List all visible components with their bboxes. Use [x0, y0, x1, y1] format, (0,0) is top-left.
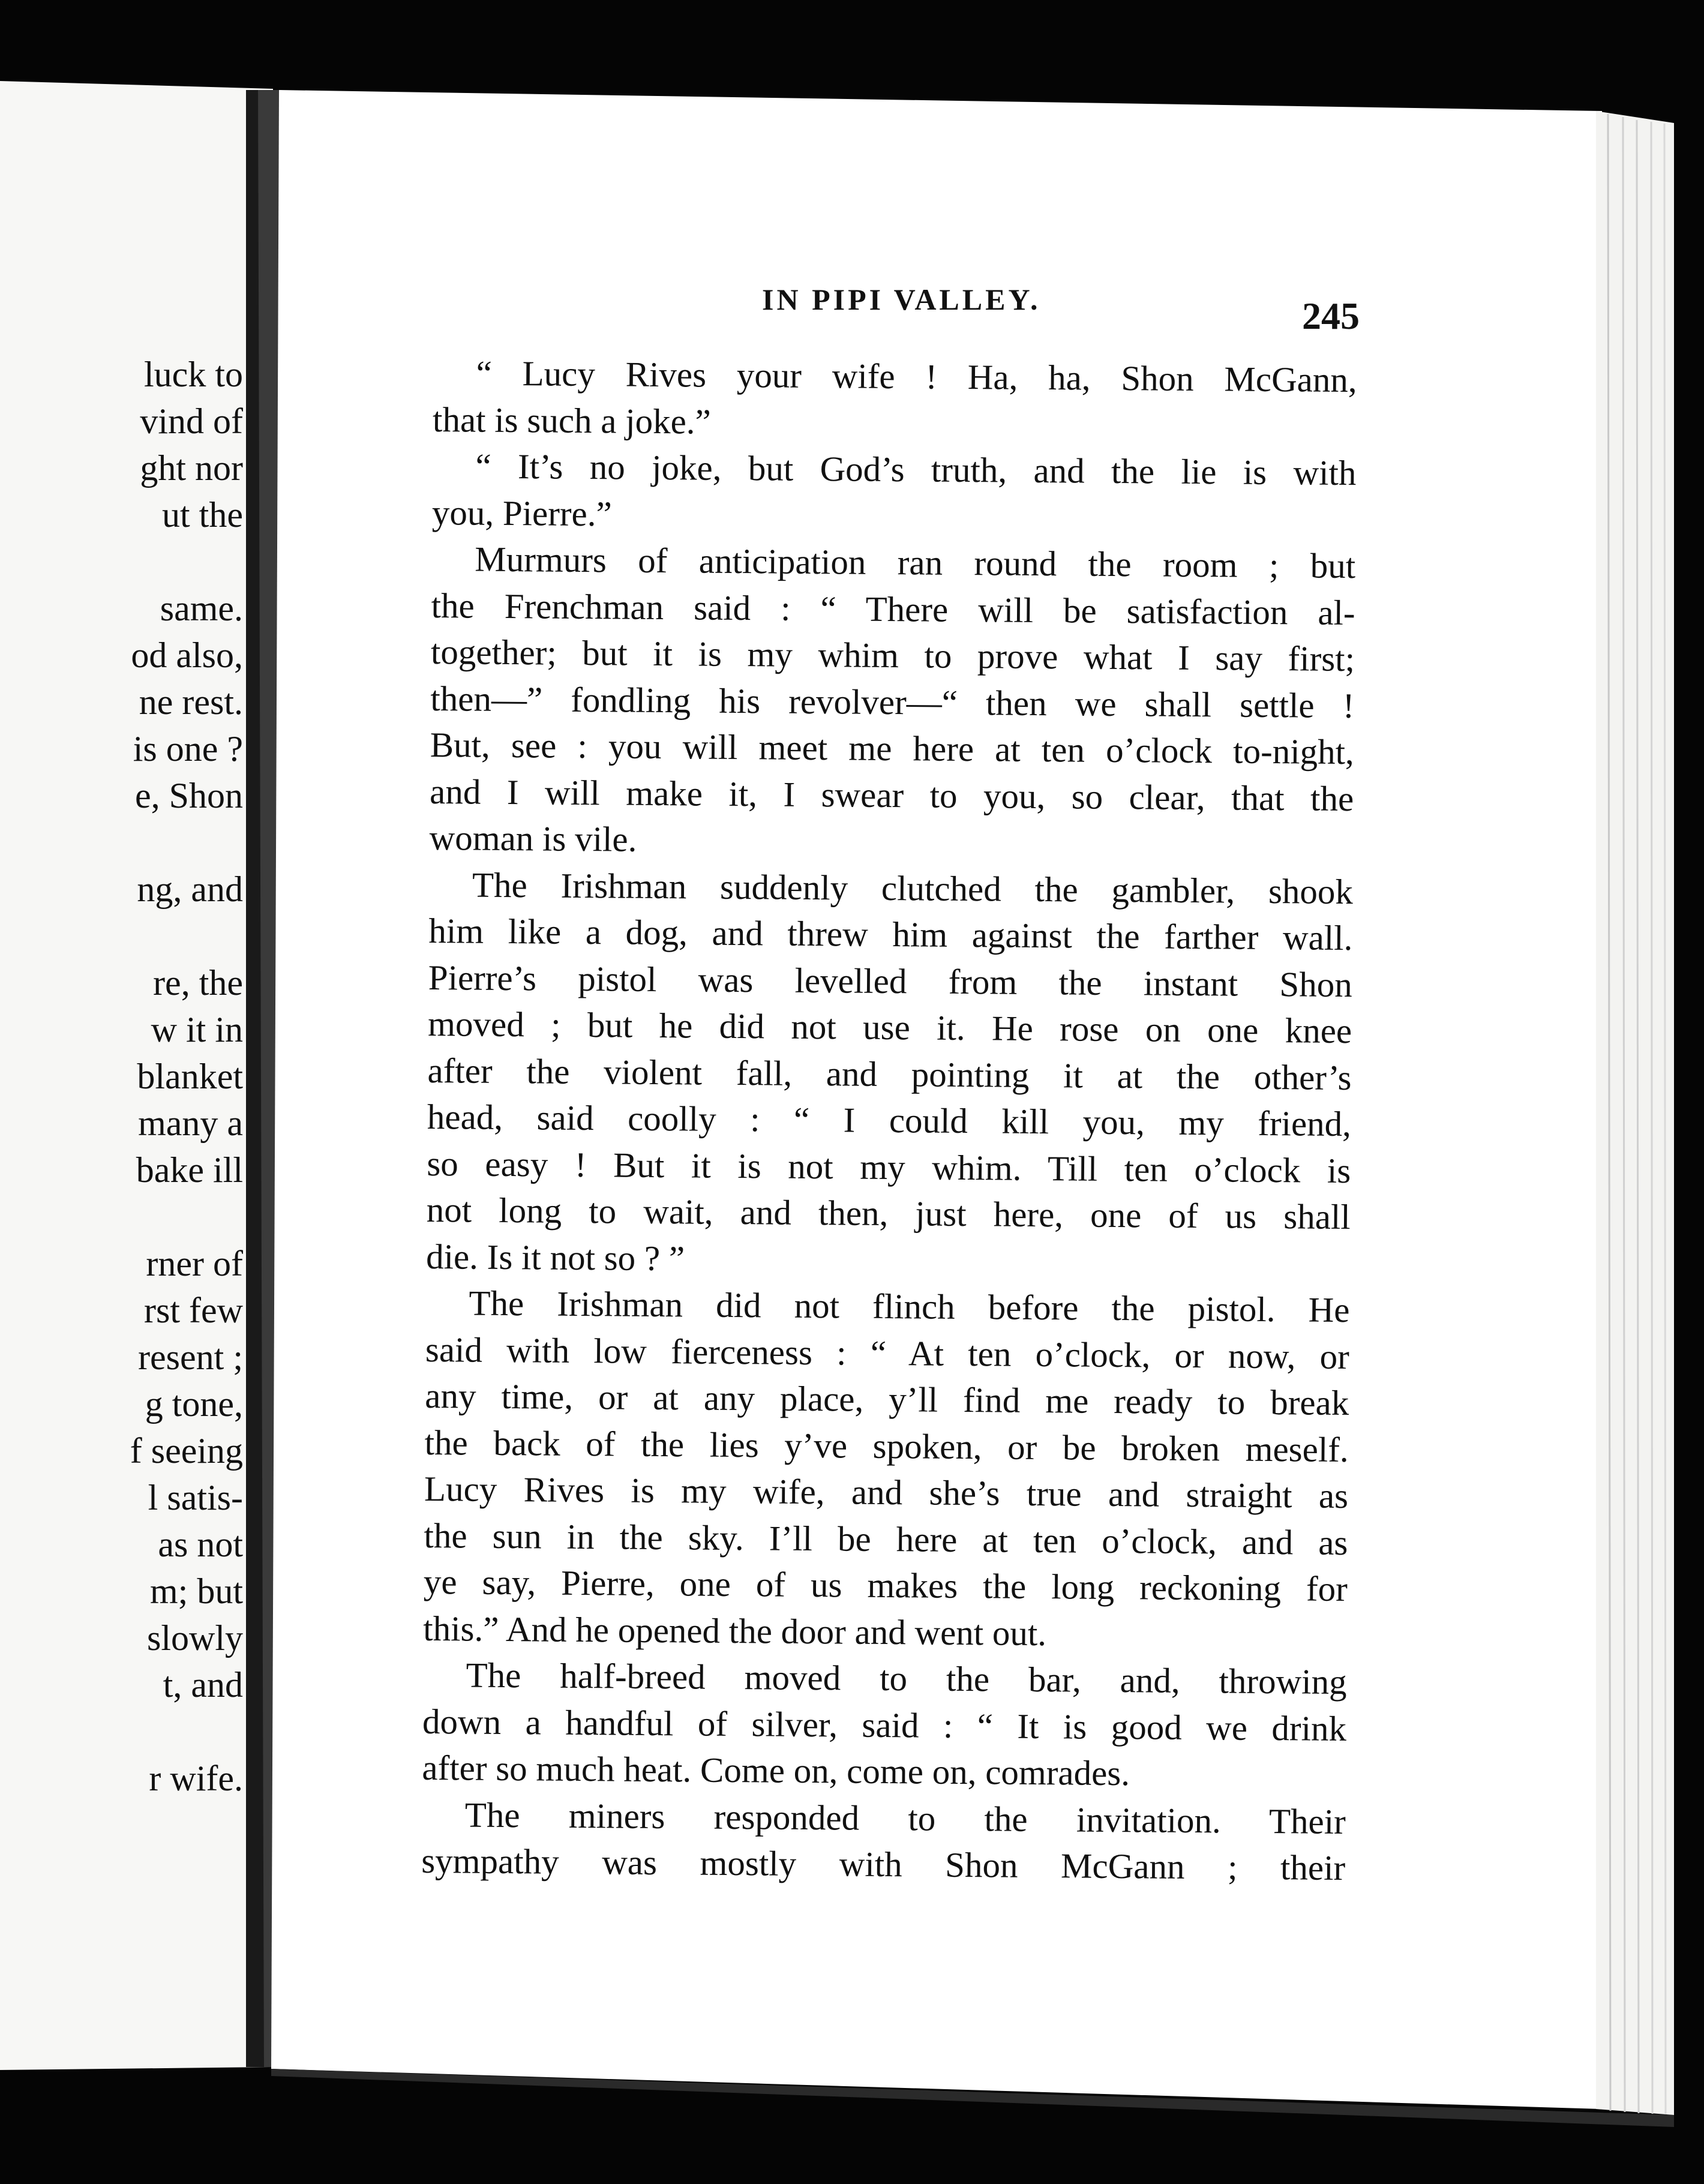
- text-line: you, Pierre.”: [431, 492, 612, 533]
- text-line: The miners responded to the invitation. Their: [464, 1794, 1346, 1841]
- text-line: sympathy was mostly with Shon McGann ; their: [421, 1840, 1346, 1888]
- facing-page-line: ght nor: [140, 448, 243, 488]
- text-line: die. Is it not so ? ”: [425, 1236, 685, 1278]
- text-line: that is such a joke.”: [432, 399, 712, 442]
- facing-page-line: is one ?: [133, 729, 243, 769]
- text-line: moved ; but he did not use it. He rose on one knee: [427, 1003, 1352, 1051]
- facing-page-line: bake ill: [136, 1150, 243, 1190]
- facing-page-line: g tone,: [145, 1384, 243, 1424]
- text-line: any time, or at any place, y’ll find me ready to break: [425, 1375, 1349, 1423]
- facing-page-line: slowly: [146, 1618, 243, 1658]
- text-line: The Irishman did not flinch before the pistol. He: [469, 1283, 1350, 1330]
- text-line: the back of the lies y’ve spoken, or be broken meself.: [424, 1422, 1349, 1469]
- text-line: after the violent fall, and pointing it at the other’s: [427, 1050, 1352, 1097]
- facing-page-line: many a: [138, 1103, 243, 1143]
- text-line: Murmurs of anticipation ran round the room ; but: [475, 539, 1356, 586]
- text-line: Lucy Rives is my wife, and she’s true and straight as: [424, 1468, 1349, 1516]
- facing-page-line: f seeing: [130, 1431, 243, 1471]
- facing-page-line: blanket: [137, 1057, 243, 1096]
- text-line: The Irishman suddenly clutched the gambler, shook: [472, 865, 1354, 911]
- text-line: so easy ! But it is not my whim. Till ten o’clock is: [427, 1143, 1351, 1190]
- running-header: IN PIPI VALLEY.: [762, 283, 1041, 316]
- text-line: “ It’s no joke, but God’s truth, and the lie is with: [475, 446, 1357, 493]
- text-line: and I will make it, I swear to you, so clear, that the: [429, 771, 1354, 818]
- text-line: ye say, Pierre, one of us makes the long reckoning for: [423, 1561, 1348, 1609]
- facing-page-line: e, Shon: [135, 776, 243, 815]
- text-line: the Frenchman said : “ There will be satisfaction al-: [431, 585, 1355, 632]
- facing-page-line: vind of: [140, 401, 243, 441]
- text-line: not long to wait, and then, just here, one of us shall: [426, 1189, 1351, 1237]
- body-text: [421, 350, 1357, 1892]
- text-line: together; but it is my whim to prove what I say first;: [430, 631, 1355, 679]
- text-line: then—” fondling his revolver—“ then we shall settle !: [430, 678, 1355, 725]
- facing-page-line: ne rest.: [139, 682, 243, 722]
- facing-page-line: re, the: [153, 963, 243, 1003]
- text-line: this.” And he opened the door and went out.: [423, 1608, 1047, 1653]
- facing-page-line: ut the: [162, 495, 243, 535]
- text-line: down a handful of silver, said : “ It is good we drink: [422, 1701, 1347, 1748]
- facing-page-line: r wife.: [149, 1759, 243, 1798]
- facing-page-line: od also,: [131, 635, 243, 675]
- text-line: Pierre’s pistol was levelled from the instant Shon: [428, 957, 1353, 1004]
- facing-page-line: as not: [158, 1525, 243, 1564]
- text-line: said with low fierceness : “ At ten o’clock, or now, or: [425, 1329, 1350, 1376]
- facing-page-line: l satis-: [148, 1478, 243, 1517]
- text-line: “ Lucy Rives your wife ! Ha, ha, Shon McGann,: [476, 353, 1357, 400]
- facing-page-line: w it in: [151, 1010, 243, 1049]
- facing-page-line: rst few: [144, 1291, 243, 1330]
- facing-page-line: t, and: [163, 1665, 243, 1705]
- text-line: him like a dog, and threw him against the farther wall.: [428, 910, 1353, 958]
- facing-page-line: same.: [160, 589, 243, 628]
- text-line: head, said coolly : “ I could kill you, my friend,: [427, 1096, 1352, 1144]
- facing-page-line: m; but: [149, 1571, 243, 1611]
- facing-page-line: ng, and: [137, 869, 243, 909]
- text-line: the sun in the sky. I’ll be here at ten o’clock, and as: [424, 1515, 1348, 1562]
- text-line: after so much heat. Come on, come on, comrades.: [422, 1747, 1130, 1793]
- text-line: woman is vile.: [429, 817, 637, 859]
- facing-page-line: rner of: [146, 1244, 243, 1283]
- facing-page-line: resent ;: [138, 1337, 243, 1377]
- page-number: 245: [1302, 295, 1360, 337]
- text-line: But, see : you will meet me here at ten o’clock to-night,: [430, 724, 1355, 772]
- text-line: The half-breed moved to the bar, and, throwing: [466, 1655, 1347, 1702]
- facing-page-line: luck to: [144, 355, 243, 394]
